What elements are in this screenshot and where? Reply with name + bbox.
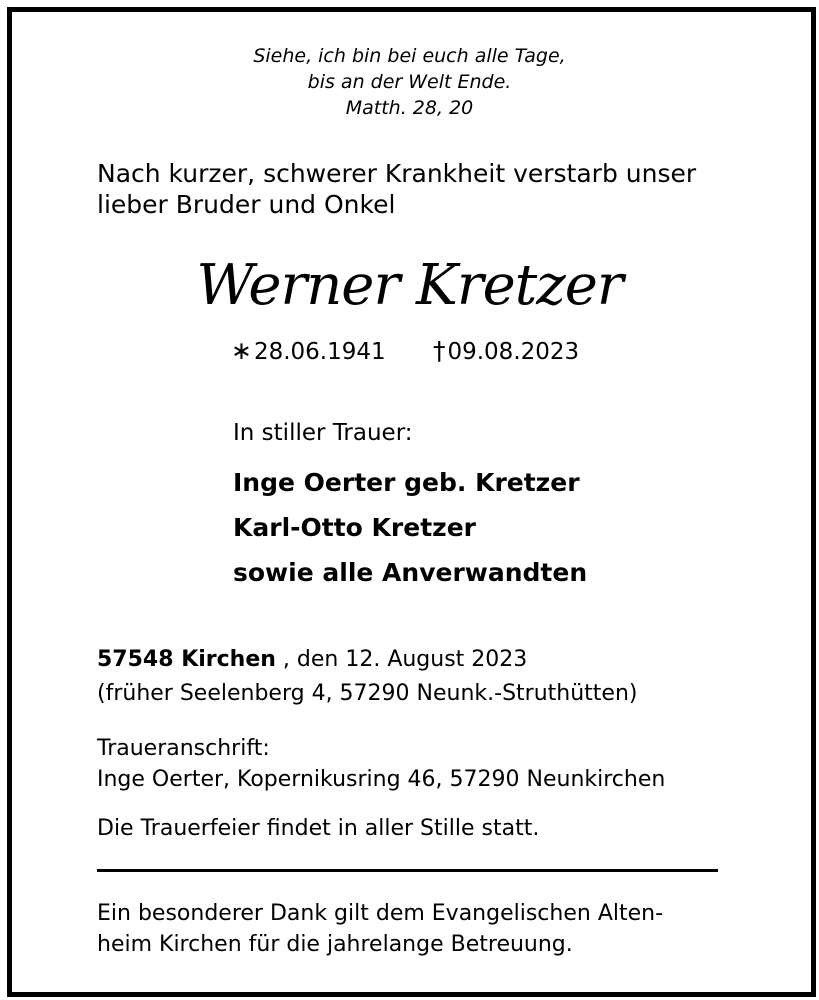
verse-line-2: bis an der Welt Ende. <box>307 71 512 93</box>
address-label: Traueranschrift: <box>97 736 270 761</box>
intro-line-1: Nach kurzer, schwerer Krankheit verstarb unser <box>97 159 697 188</box>
mourning-address <box>97 733 665 795</box>
birth-date-group <box>231 336 386 365</box>
thanks-note <box>97 898 663 960</box>
death-cross-icon: † <box>432 336 446 365</box>
mourner-name: sowie alle Anverwandten <box>233 558 588 587</box>
intro-line-2: lieber Bruder und Onkel <box>97 190 396 219</box>
notice-date: , den 12. August 2023 <box>275 647 528 672</box>
town: 57548 Kirchen <box>97 647 276 672</box>
address-value: Inge Oerter, Kopernikusring 46, 57290 Neunkirchen <box>97 767 666 792</box>
mourning-label: In stiller Trauer: <box>233 420 413 446</box>
mourners-list <box>233 460 587 595</box>
intro-text <box>97 158 696 220</box>
ceremony-note: Die Trauerfeier findet in aller Stille statt. <box>97 816 540 841</box>
birth-date: 28.06.1941 <box>253 339 386 365</box>
thanks-line-1: Ein besonderer Dank gilt dem Evangelischen Alten- <box>97 901 664 926</box>
death-date: 09.08.2023 <box>447 339 580 365</box>
death-date-group <box>432 336 580 365</box>
verse-line-1: Siehe, ich bin bei euch alle Tage, <box>253 45 566 67</box>
mourner-name: Inge Oerter geb. Kretzer <box>233 468 580 497</box>
former-address: (früher Seelenberg 4, 57290 Neunk.-Struthütten) <box>97 681 638 706</box>
life-dates <box>231 334 579 369</box>
mourner-name: Karl-Otto Kretzer <box>233 513 476 542</box>
birth-star-icon: ∗ <box>231 336 252 365</box>
deceased-name: Werner Kretzer <box>196 253 623 318</box>
place-and-date <box>97 643 638 711</box>
place-date-line <box>97 643 638 677</box>
bible-verse <box>0 43 819 121</box>
thanks-line-2: heim Kirchen für die jahrelange Betreuung. <box>97 932 573 957</box>
divider <box>97 869 718 872</box>
verse-reference: Matth. 28, 20 <box>345 97 474 119</box>
